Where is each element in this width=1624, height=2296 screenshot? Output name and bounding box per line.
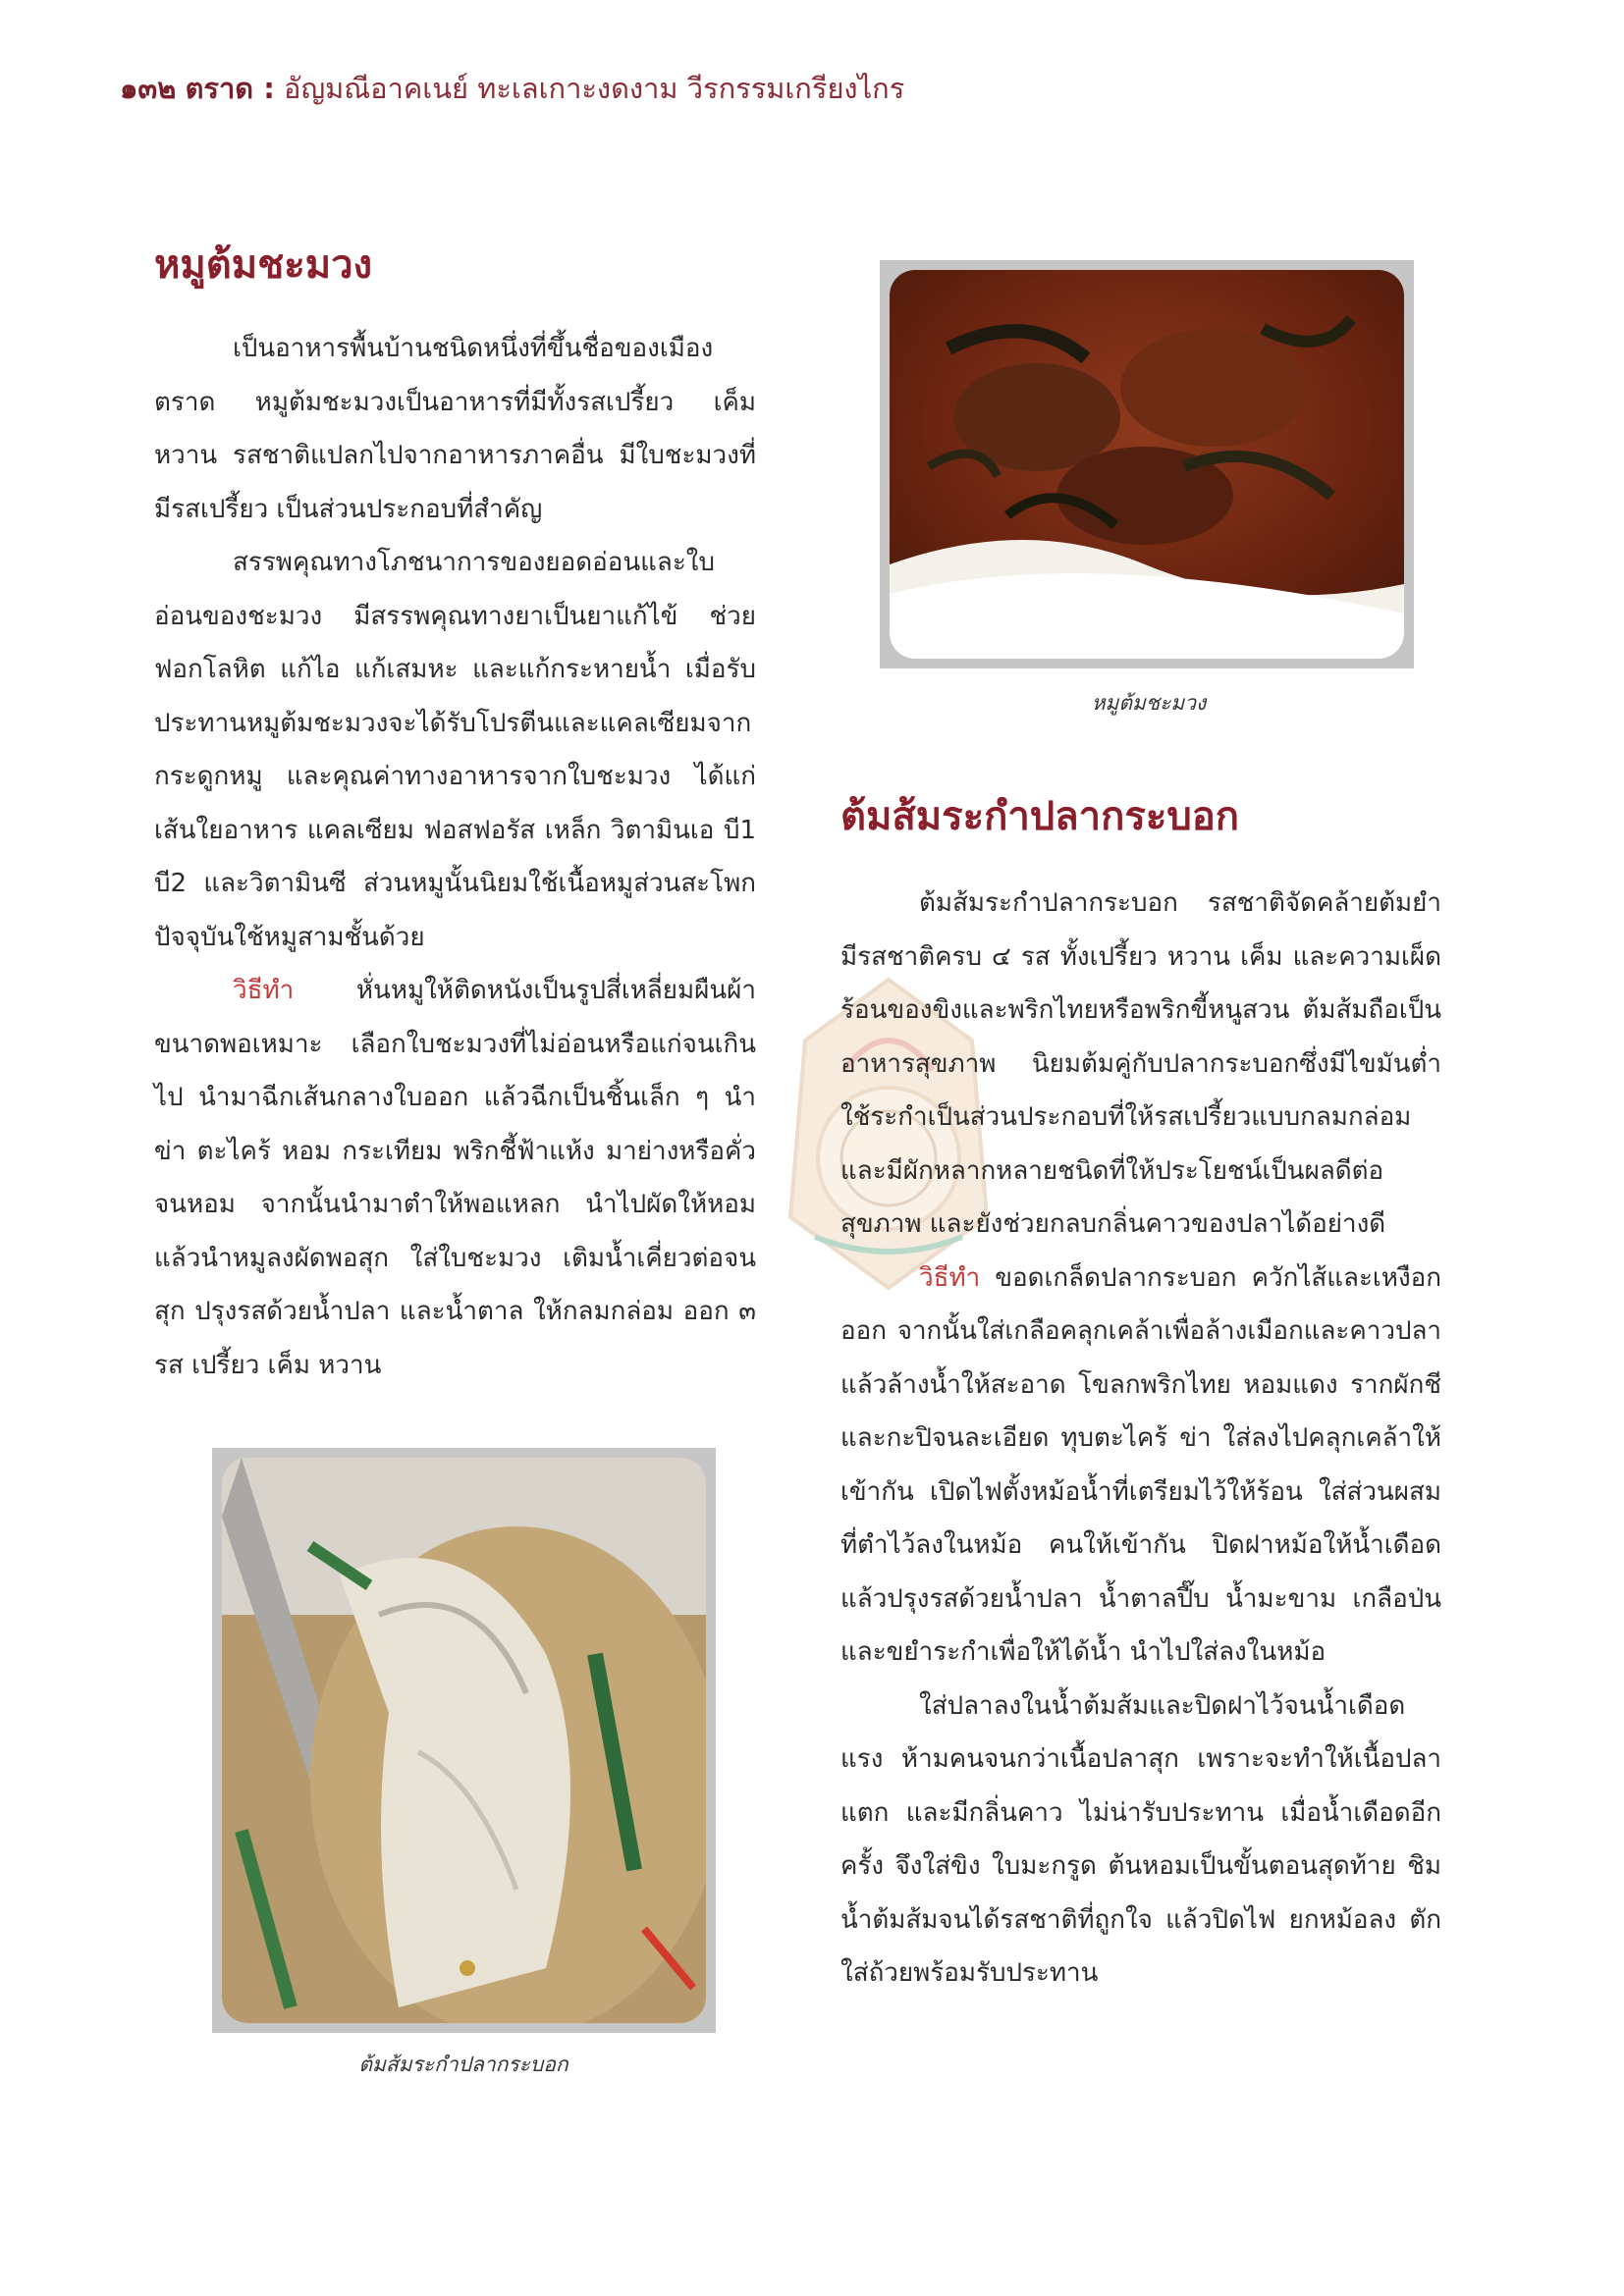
section1-para1: เป็นอาหารพื้นบ้านชนิดหนึ่งที่ขึ้นชื่อของเมืองตราด หมูต้มชะมวงเป็นอาหารที่มีทั้งรสเปรี้ยว เค็ม หวาน รสชาติแปลกไปจากอาหารภาคอื่น มีใบชะมวงที่มีรสเปรี้ยว เป็นส่วนประกอบที่สำคัญ bbox=[154, 334, 756, 524]
photo-mullet-soup bbox=[212, 1448, 716, 2033]
section2-para1: ต้มส้มระกำปลากระบอก รสชาติจัดคล้ายต้มยำ มีรสชาติครบ ๔ รส ทั้งเปรี้ยว หวาน เค็ม และความเผ็ดร้อนของขิงและพริกไทยหรือพริกขี้หนูสวน ต้มส้มถือเป็นอาหารสุขภาพ นิยมต้มคู่กับปลากระบอกซึ่งมีไขมันต่ำ ใช้ระกำเป็นส่วนประกอบที่ให้รสเปรี้ยวแบบกลมกล่อม และมีผักหลากหลายชนิดที่ให้ประโยชน์เป็นผลดีต่อสุขภาพ และยังช่วยกลบกลิ่นคาวของปลาได้อย่างดี bbox=[840, 888, 1441, 1239]
header-subtitle: อัญมณีอาคเนย์ ทะเลเกาะงดงาม วีรกรรมเกรียงไกร bbox=[284, 72, 905, 105]
photo2-caption: ต้มส้มระกำปลากระบอก bbox=[358, 2053, 568, 2076]
section2-method bbox=[840, 1252, 1441, 1680]
section1-method bbox=[154, 964, 756, 1392]
section1-para2: สรรพคุณทางโภชนาการของยอดอ่อนและใบอ่อนของชะมวง มีสรรพคุณทางยาเป็นยาแก้ไข้ ช่วยฟอกโลหิต แก้ไอ แก้เสมหะ และแก้กระหายน้ำ เมื่อรับประทานหมูต้มชะมวงจะได้รับโปรตีนและแคลเซียมจากกระดูกหมู และคุณค่าทางอาหารจากใบชะมวง ได้แก่ เส้นใยอาหาร แคลเซียม ฟอสฟอรัส เหล็ก วิตามินเอ บี1 บี2 และวิตามินซี ส่วนหมูนั้นนิยมใช้เนื้อหมูส่วนสะโพก ปัจจุบันใช้หมูสามชั้นด้วย bbox=[154, 548, 756, 952]
section2-method-text: ขอดเกล็ดปลากระบอก ควักไส้และเหงือกออก จากนั้นใส่เกลือคลุกเคล้าเพื่อล้างเมือกและคาวปลา แล้วล้างน้ำให้สะอาด โขลกพริกไทย หอมแดง รากผักชี และกะปิจนละเอียด ทุบตะไคร้ ข่า ใส่ลงไปคลุกเคล้าให้เข้ากัน เปิดไฟตั้งหม้อน้ำที่เตรียมไว้ให้ร้อน ใส่ส่วนผสมที่ตำไว้ลงในหม้อ คนให้เข้ากัน ปิดฝาหม้อให้น้ำเดือด แล้วปรุงรสด้วยน้ำปลา น้ำตาลปี๊บ น้ำมะขาม เกลือป่น และขยำระกำเพื่อให้ได้น้ำ นำไปใส่ลงในหม้อ bbox=[840, 1262, 1441, 1667]
section1-title: หมูต้มชะมวง bbox=[154, 242, 373, 288]
running-header bbox=[120, 69, 904, 108]
section2-method-label: วิธีทำ bbox=[919, 1262, 981, 1293]
section1-method-label: วิธีทำ bbox=[233, 976, 295, 1005]
section1-body bbox=[154, 322, 756, 1392]
section2-title: ต้มส้มระกำปลากระบอก bbox=[840, 794, 1239, 839]
section2-body bbox=[840, 877, 1441, 2001]
photo-pork-chamuang bbox=[880, 260, 1414, 668]
section2-para3: ใส่ปลาลงในน้ำต้มส้มและปิดฝาไว้จนน้ำเดือดแรง ห้ามคนจนกว่าเนื้อปลาสุก เพราะจะทำให้เนื้อปลาแตก และมีกลิ่นคาว ไม่น่ารับประทาน เมื่อน้ำเดือดอีกครั้ง จึงใส่ขิง ใบมะกรูด ต้นหอมเป็นขั้นตอนสุดท้าย ชิมน้ำต้มส้มจนได้รสชาติที่ถูกใจ แล้วปิดไฟ ยกหม้อลง ตักใส่ถ้วยพร้อมรับประทาน bbox=[840, 1690, 1441, 1988]
header-province: ตราด : bbox=[185, 72, 275, 105]
page-number: ๑๓๒ bbox=[120, 72, 177, 105]
section1-method-text: หั่นหมูให้ติดหนังเป็นรูปสี่เหลี่ยมผืนผ้าขนาดพอเหมาะ เลือกใบชะมวงที่ไม่อ่อนหรือแก่จนเกินไป นำมาฉีกเส้นกลางใบออก แล้วฉีกเป็นชิ้นเล็ก ๆ นำข่า ตะไคร้ หอม กระเทียม พริกชี้ฟ้าแห้ง มาย่างหรือคั่วจนหอม จากนั้นนำมาตำให้พอแหลก นำไปผัดให้หอม แล้วนำหมูลงผัดพอสุก ใส่ใบชะมวง เติมน้ำเคี่ยวต่อจนสุก ปรุงรสด้วยน้ำปลา และน้ำตาล ให้กลมกล่อม ออก ๓ รส เปรี้ยว เค็ม หวาน bbox=[154, 976, 756, 1380]
photo1-caption: หมูต้มชะมวง bbox=[1091, 691, 1207, 715]
